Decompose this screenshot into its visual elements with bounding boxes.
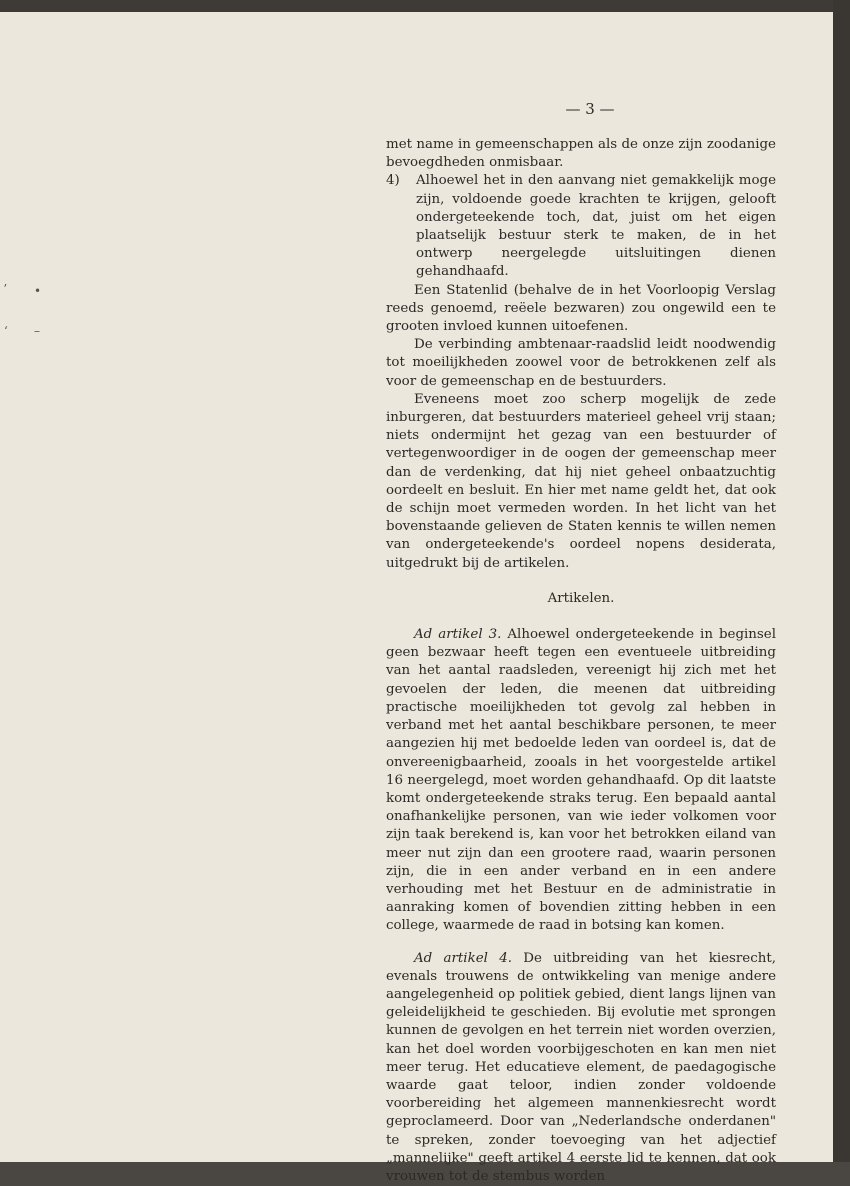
- margin-mark: ʼ: [3, 282, 7, 296]
- paragraph: Eveneens moet zoo scherp mogelijk de zede inburgeren, dat bestuurders materieel geheel vrij staan; niets ondermijnt het gezag van een bestuurder of vertegenwoordiger in de oogen der gemeenschap meer dan de verdenking, dat hij niet geheel onbaatzuchtig oordeelt en besluit. En hier met name geldt het, dat ook de schijn moet vermeden worden. In het licht van het bovenstaande gelieven de Staten kennis te willen nemen van ondergeteekende's oordeel nopens desiderata, uitgedrukt bij de artikelen.: [386, 391, 776, 571]
- page-number: — 3 —: [565, 100, 615, 118]
- numbered-item-4: [386, 172, 776, 281]
- article-label: Ad artikel 4.: [414, 950, 512, 966]
- section-heading: Artikelen.: [547, 590, 615, 606]
- scan-top-edge: [0, 0, 850, 12]
- article-label: Ad artikel 3.: [414, 627, 502, 643]
- margin-mark: •: [34, 284, 42, 298]
- article-text: Alhoewel ondergeteekende in beginsel geen bezwaar heeft tegen een eventueele uitbreiding van het aantal raadsleden, vereenigt hij zich met het gevoelen der leden, die meenen dat uitbreiding practische moeilijkheden tot gevolg zal hebben in verband met het aantal beschikbare personen, te meer aangezien hij met bedoelde leden van oordeel is, dat de onvereenigbaarheid, zooals in het voorgestelde artikel 16 neergelegd, moet worden gehandhaafd. Op dit laatste komt ondergeteekende straks terug. Een bepaald aantal onafhankelijke personen, van wie ieder volkomen voor zijn taak berekend is, kan voor het betrokken eiland van meer nut zijn dan een grootere raad, waarin personen zijn, die in een ander verband en in een andere verhouding met het Bestuur en de administratie in aanraking komen of bovendien zitting hebben in een college, waarmede de raad in botsing kan komen.: [386, 627, 777, 934]
- item-text: Alhoewel het in den aanvang niet gemakkelijk moge zijn, voldoende goede krachten te krijgen, gelooft ondergeteekende toch, dat, juist om het eigen plaatselijk bestuur sterk te maken, de in het ontwerp neergelegde uitsluitingen dienen gehandhaafd.: [416, 173, 776, 280]
- paragraph: met name in gemeenschappen als de onze zijn zoodanige bevoegdheden onmisbaar.: [386, 137, 776, 171]
- spacer: [386, 936, 776, 950]
- item-number: 4): [386, 173, 400, 189]
- body-text: [386, 136, 776, 1186]
- margin-mark: –: [34, 324, 40, 338]
- article-3-paragraph: [386, 626, 776, 935]
- article-4-paragraph: [386, 950, 776, 1186]
- margin-mark: ʻ: [4, 324, 8, 338]
- paragraph: Een Statenlid (behalve de in het Voorloopig Verslag reeds genoemd, reëele bezwaren) zou ongewild een te grooten invloed kunnen uitoefenen.: [386, 282, 776, 335]
- scan-right-edge: [833, 0, 850, 1162]
- paragraph: De verbinding ambtenaar-raadslid leidt noodwendig tot moeilijkheden zoowel voor de betrokkenen zelf als voor de gemeenschap en de bestuurders.: [386, 337, 776, 389]
- article-text: De uitbreiding van het kiesrecht, evenals trouwens de ontwikkeling van menige andere aangelegenheid op politiek gebied, dient langs lijnen van geleidelijkheid te geschieden. Bij evolutie met sprongen kunnen de gevolgen en het terrein niet worden overzien, kan het doel worden voorbijgeschoten en kan men niet meer terug. Het educatieve element, de paedagogische waarde gaat teloor, indien zonder voldoende voorbereiding het algemeen mannenkiesrecht wordt geproclameerd. Door van „Nederlandsche onderdanen" te spreken, zonder toevoeging van het adjectief „mannelijke" geeft artikel 4 eerste lid te kennen, dat ook vrouwen tot de stembus worden: [386, 950, 776, 1184]
